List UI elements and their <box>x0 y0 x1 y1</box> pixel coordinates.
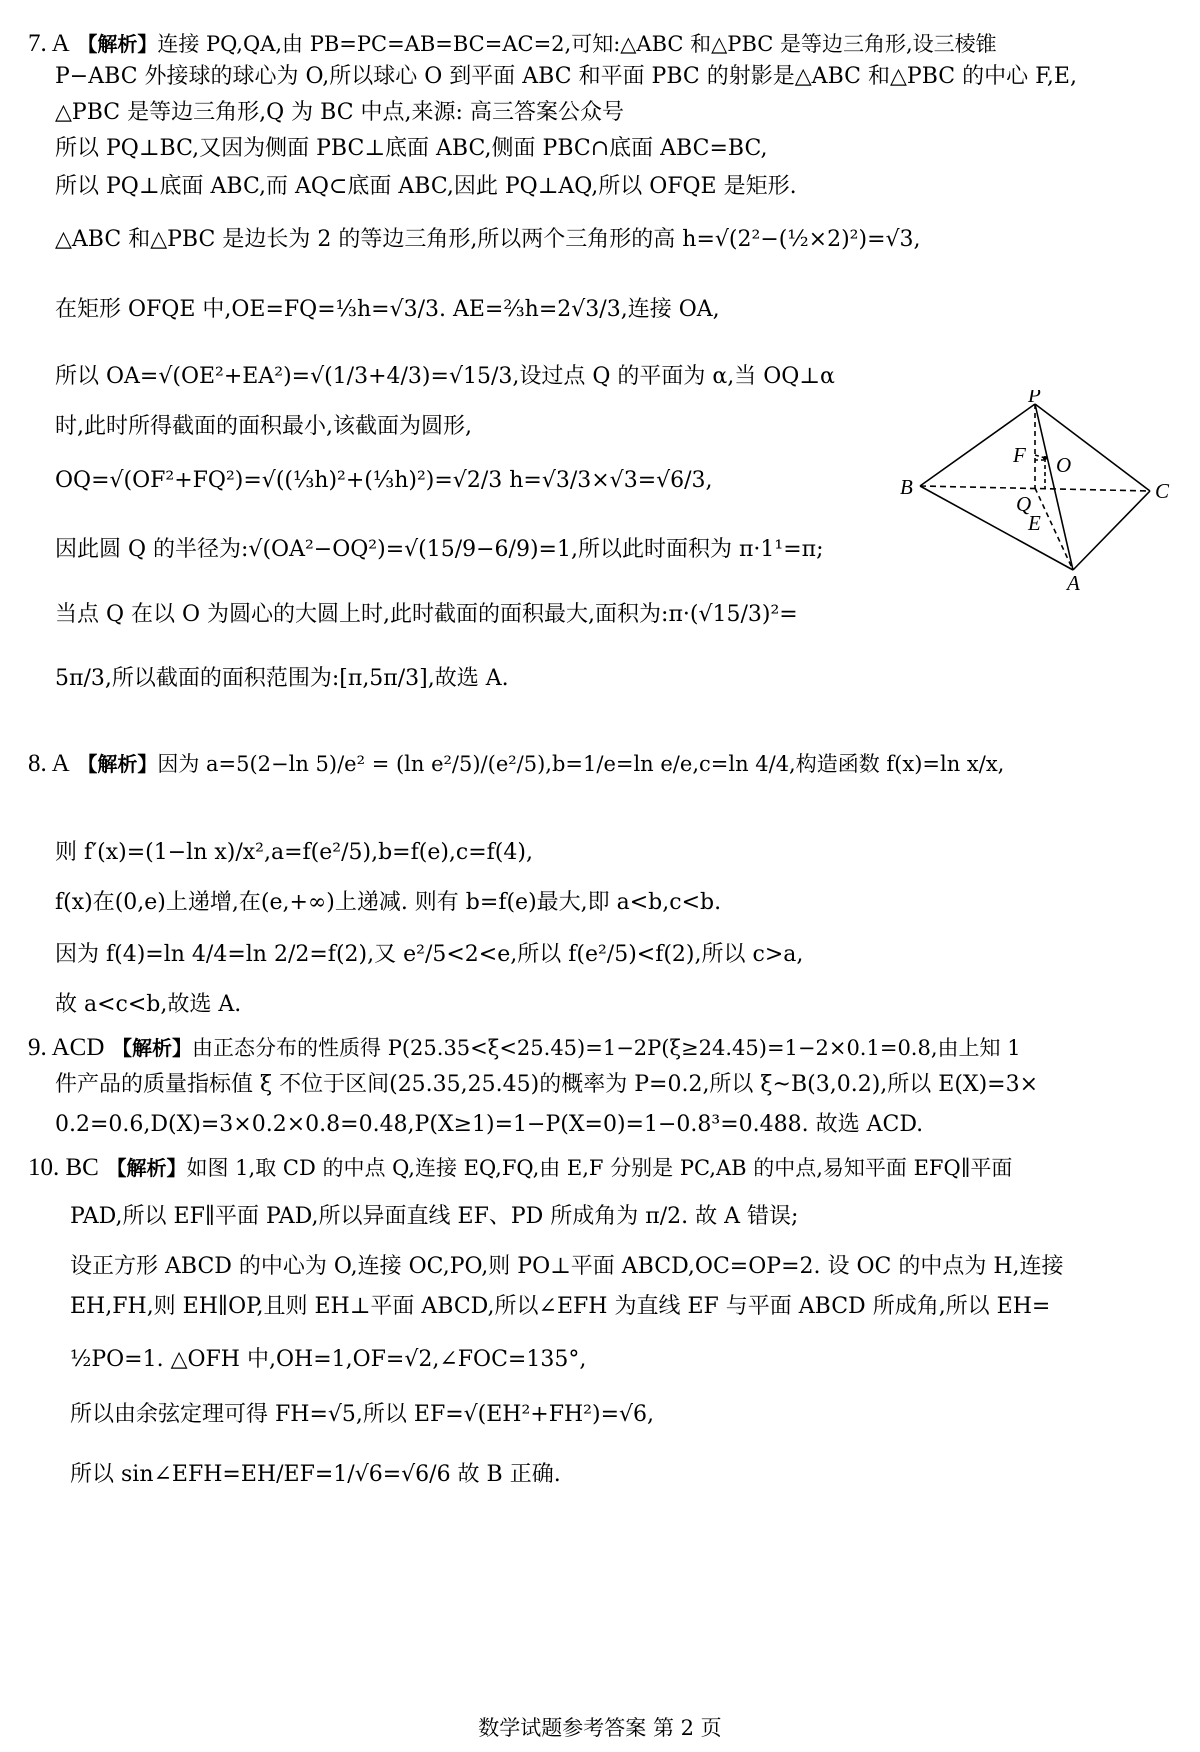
tetrahedron-svg <box>880 390 1180 650</box>
q10-line-5: ½PO=1. △OFH 中,OH=1,OF=√2,∠FOC=135°, <box>70 1347 587 1372</box>
label-b: B <box>900 475 913 499</box>
q7-number: 7. A <box>28 30 70 57</box>
q7-line-4: 所以 PQ⊥BC,又因为侧面 PBC⊥底面 ABC,侧面 PBC∩底面 ABC=BC, <box>55 136 768 161</box>
q7-line-8: 所以 OA=√(OE²+EA²)=√(1/3+4/3)=√15/3,设过点 Q 的平面为 α,当 OQ⊥α <box>55 364 835 389</box>
label-a: A <box>1067 571 1080 595</box>
q7-line-3: △PBC 是等边三角形,Q 为 BC 中点,来源: 高三答案公众号 <box>55 100 624 125</box>
q8-text-1: 因为 a=5(2−ln 5)/e² = (ln e²/5)/(e²/5),b=1/e=ln e/e,c=ln 4/4,构造函数 f(x)=ln x/x, <box>157 752 1005 776</box>
q10-number: 10. BC <box>28 1154 99 1181</box>
q7-line-5: 所以 PQ⊥底面 ABC,而 AQ⊂底面 ABC,因此 PQ⊥AQ,所以 OFQE 是矩形. <box>55 174 797 199</box>
q7-line-6: △ABC 和△PBC 是边长为 2 的等边三角形,所以两个三角形的高 h=√(2²−(½×2)²)=√3, <box>55 227 921 252</box>
q7-line-11: 因此圆 Q 的半径为:√(OA²−OQ²)=√(15/9−6/9)=1,所以此时面积为 π·1¹=π; <box>55 537 824 562</box>
q7-line-1 <box>28 28 997 59</box>
label-o: O <box>1056 453 1072 477</box>
q10-line-7: 所以 sin∠EFH=EH/EF=1/√6=√6/6 故 B 正确. <box>70 1462 561 1487</box>
center-o-dot <box>1043 456 1047 460</box>
q8-line-1 <box>28 748 1004 779</box>
label-p: P <box>1028 390 1041 407</box>
q7-line-9: 时,此时所得截面的面积最小,该截面为圆形, <box>55 414 472 439</box>
q7-line-13: 5π/3,所以截面的面积范围为:[π,5π/3],故选 A. <box>55 666 509 691</box>
q7-line-12: 当点 Q 在以 O 为圆心的大圆上时,此时截面的面积最大,面积为:π·(√15/3)²= <box>55 602 798 627</box>
q9-line-2: 件产品的质量指标值 ξ 不位于区间(25.35,25.45)的概率为 P=0.2,所以 ξ~B(3,0.2),所以 E(X)=3× <box>55 1072 1039 1097</box>
q8-number: 8. A <box>28 750 70 777</box>
label-e: E <box>1028 511 1041 535</box>
q9-analysis-tag: 【解析】 <box>112 1036 193 1060</box>
q8-line-5: 故 a<c<b,故选 A. <box>55 992 242 1017</box>
q10-text-1: 如图 1,取 CD 的中点 Q,连接 EQ,FQ,由 E,F 分别是 PC,AB 的中点,易知平面 EFQ∥平面 <box>186 1156 1013 1180</box>
q10-line-4: EH,FH,则 EH∥OP,且则 EH⊥平面 ABCD,所以∠EFH 为直线 EF 与平面 ABCD 所成角,所以 EH= <box>70 1294 1051 1319</box>
q8-analysis-tag: 【解析】 <box>77 752 158 776</box>
q7-analysis-tag: 【解析】 <box>77 32 158 56</box>
q8-line-3: f(x)在(0,e)上递增,在(e,+∞)上递减. 则有 b=f(e)最大,即 a<b,c<b. <box>55 890 722 915</box>
label-f: F <box>1013 443 1026 467</box>
label-q: Q <box>1016 492 1032 516</box>
q7-text-1: 连接 PQ,QA,由 PB=PC=AB=BC=AC=2,可知:△ABC 和△PBC 是等边三角形,设三棱锥 <box>157 32 997 56</box>
q10-line-3: 设正方形 ABCD 的中心为 O,连接 OC,PO,则 PO⊥平面 ABCD,OC=OP=2. 设 OC 的中点为 H,连接 <box>70 1254 1064 1279</box>
q7-line-7: 在矩形 OFQE 中,OE=FQ=⅓h=√3/3. AE=⅔h=2√3/3,连接 OA, <box>55 297 720 322</box>
page-footer: 数学试题参考答案 第 2 页 <box>478 1716 722 1740</box>
q7-line-10: OQ=√(OF²+FQ²)=√((⅓h)²+(⅓h)²)=√2/3 h=√3/3×√3=√6/3, <box>55 468 713 493</box>
q7-line-2: P−ABC 外接球的球心为 O,所以球心 O 到平面 ABC 和平面 PBC 的射影是△ABC 和△PBC 的中心 F,E, <box>55 64 1077 89</box>
tetrahedron-figure <box>880 390 1180 650</box>
q8-line-2: 则 f′(x)=(1−ln x)/x²,a=f(e²/5),b=f(e),c=f(4), <box>55 840 533 865</box>
q9-number: 9. ACD <box>28 1034 105 1061</box>
q9-text-1: 由正态分布的性质得 P(25.35<ξ<25.45)=1−2P(ξ≥24.45)=1−2×0.1=0.8,由上知 1 <box>192 1036 1021 1060</box>
q9-line-3: 0.2=0.6,D(X)=3×0.2×0.8=0.48,P(X≥1)=1−P(X=0)=1−0.8³=0.488. 故选 ACD. <box>55 1112 924 1137</box>
q9-line-1 <box>28 1032 1021 1063</box>
q8-line-4: 因为 f(4)=ln 4/4=ln 2/2=f(2),又 e²/5<2<e,所以 f(e²/5)<f(2),所以 c>a, <box>55 942 804 967</box>
q10-line-1 <box>28 1152 1012 1183</box>
label-c: C <box>1155 479 1170 503</box>
q10-line-6: 所以由余弦定理可得 FH=√5,所以 EF=√(EH²+FH²)=√6, <box>70 1402 655 1427</box>
q10-line-2: PAD,所以 EF∥平面 PAD,所以异面直线 EF、PD 所成角为 π/2. 故 A 错误; <box>70 1204 799 1229</box>
q10-analysis-tag: 【解析】 <box>106 1156 187 1180</box>
